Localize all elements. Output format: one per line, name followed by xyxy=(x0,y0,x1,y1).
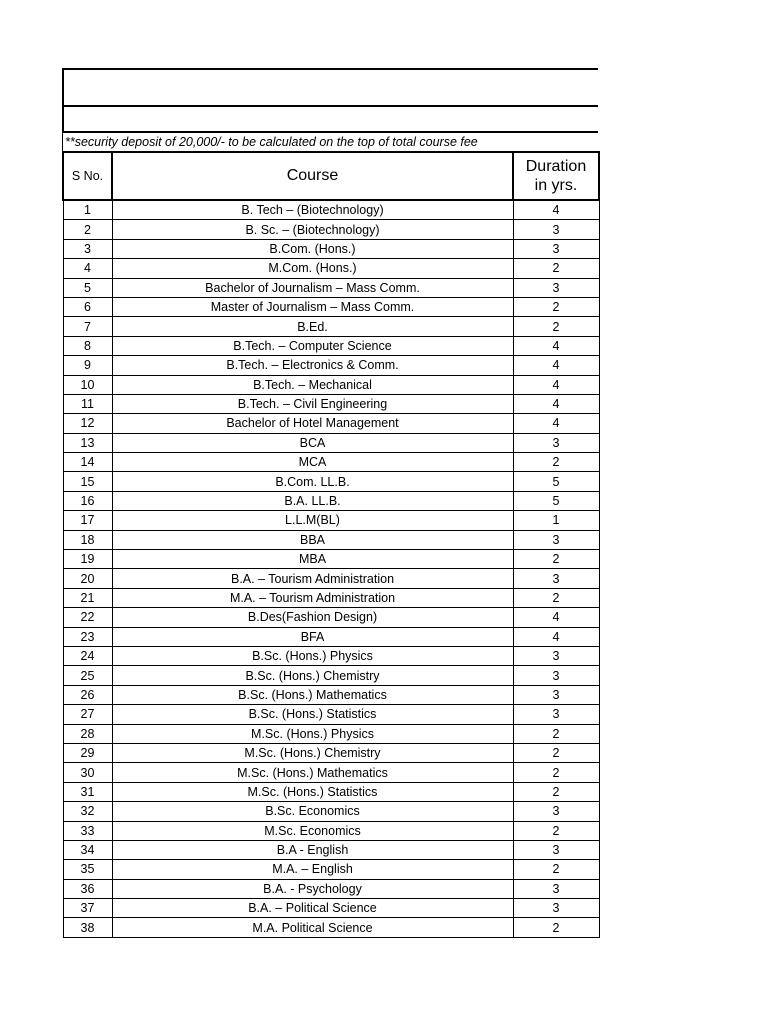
cell-sno: 25 xyxy=(63,666,112,685)
cell-duration: 3 xyxy=(513,879,599,898)
table-row xyxy=(63,491,599,510)
security-deposit-note: **security deposit of 20,000/- to be calculated on the top of total course fee xyxy=(62,133,598,151)
table-row xyxy=(63,394,599,413)
cell-duration: 4 xyxy=(513,200,599,220)
table-row xyxy=(63,860,599,879)
cell-duration: 2 xyxy=(513,918,599,937)
cell-duration: 2 xyxy=(513,763,599,782)
cell-duration: 2 xyxy=(513,860,599,879)
fee-sheet xyxy=(62,68,598,938)
cell-sno: 14 xyxy=(63,453,112,472)
cell-sno: 11 xyxy=(63,394,112,413)
table-row xyxy=(63,705,599,724)
cell-course: BFA xyxy=(112,627,513,646)
table-row xyxy=(63,375,599,394)
table-row xyxy=(63,472,599,491)
table-header-row xyxy=(63,152,599,200)
table-row xyxy=(63,743,599,762)
cell-sno: 18 xyxy=(63,530,112,549)
cell-duration: 3 xyxy=(513,530,599,549)
cell-sno: 30 xyxy=(63,763,112,782)
course-duration-table xyxy=(62,151,600,938)
cell-course: B.Des(Fashion Design) xyxy=(112,608,513,627)
cell-duration: 3 xyxy=(513,705,599,724)
cell-duration: 4 xyxy=(513,356,599,375)
sheet-header-title-cell xyxy=(62,68,598,107)
cell-sno: 37 xyxy=(63,899,112,918)
cell-duration: 2 xyxy=(513,588,599,607)
cell-sno: 10 xyxy=(63,375,112,394)
header-course: Course xyxy=(112,152,513,200)
cell-sno: 31 xyxy=(63,782,112,801)
cell-sno: 12 xyxy=(63,414,112,433)
cell-duration: 3 xyxy=(513,666,599,685)
table-row xyxy=(63,259,599,278)
table-row xyxy=(63,724,599,743)
cell-sno: 26 xyxy=(63,685,112,704)
cell-sno: 3 xyxy=(63,239,112,258)
cell-course: M.A. – English xyxy=(112,860,513,879)
table-row xyxy=(63,918,599,937)
table-row xyxy=(63,550,599,569)
cell-duration: 3 xyxy=(513,220,599,239)
cell-duration: 3 xyxy=(513,646,599,665)
cell-sno: 27 xyxy=(63,705,112,724)
cell-sno: 20 xyxy=(63,569,112,588)
cell-duration: 2 xyxy=(513,550,599,569)
cell-sno: 17 xyxy=(63,511,112,530)
cell-course: M.A. – Tourism Administration xyxy=(112,588,513,607)
cell-course: M.Com. (Hons.) xyxy=(112,259,513,278)
cell-duration: 1 xyxy=(513,511,599,530)
cell-course: BCA xyxy=(112,433,513,452)
cell-duration: 3 xyxy=(513,569,599,588)
cell-course: B.Sc. (Hons.) Chemistry xyxy=(112,666,513,685)
table-row xyxy=(63,336,599,355)
cell-course: M.Sc. (Hons.) Chemistry xyxy=(112,743,513,762)
cell-course: B.A. LL.B. xyxy=(112,491,513,510)
cell-course: M.Sc. (Hons.) Mathematics xyxy=(112,763,513,782)
cell-sno: 4 xyxy=(63,259,112,278)
cell-course: Master of Journalism – Mass Comm. xyxy=(112,297,513,316)
table-row xyxy=(63,666,599,685)
cell-course: M.Sc. (Hons.) Physics xyxy=(112,724,513,743)
cell-duration: 4 xyxy=(513,336,599,355)
table-row xyxy=(63,821,599,840)
cell-sno: 5 xyxy=(63,278,112,297)
table-row xyxy=(63,278,599,297)
cell-duration: 2 xyxy=(513,453,599,472)
cell-course: M.Sc. Economics xyxy=(112,821,513,840)
table-row xyxy=(63,685,599,704)
cell-sno: 9 xyxy=(63,356,112,375)
header-duration: Duration in yrs. xyxy=(513,152,599,200)
cell-sno: 1 xyxy=(63,200,112,220)
cell-course: M.A. Political Science xyxy=(112,918,513,937)
table-row xyxy=(63,879,599,898)
cell-duration: 2 xyxy=(513,821,599,840)
cell-duration: 2 xyxy=(513,743,599,762)
cell-sno: 6 xyxy=(63,297,112,316)
cell-duration: 3 xyxy=(513,685,599,704)
cell-course: Bachelor of Journalism – Mass Comm. xyxy=(112,278,513,297)
cell-course: B.A. - Psychology xyxy=(112,879,513,898)
cell-duration: 5 xyxy=(513,491,599,510)
cell-duration: 4 xyxy=(513,394,599,413)
table-row xyxy=(63,433,599,452)
cell-duration: 4 xyxy=(513,608,599,627)
cell-duration: 2 xyxy=(513,297,599,316)
table-row xyxy=(63,646,599,665)
cell-sno: 34 xyxy=(63,840,112,859)
sheet-header-subtitle-cell xyxy=(62,107,598,133)
cell-sno: 24 xyxy=(63,646,112,665)
cell-sno: 22 xyxy=(63,608,112,627)
cell-sno: 29 xyxy=(63,743,112,762)
cell-course: B.A - English xyxy=(112,840,513,859)
table-row xyxy=(63,511,599,530)
cell-sno: 8 xyxy=(63,336,112,355)
table-row xyxy=(63,220,599,239)
cell-course: Bachelor of Hotel Management xyxy=(112,414,513,433)
cell-sno: 33 xyxy=(63,821,112,840)
cell-duration: 3 xyxy=(513,433,599,452)
cell-course: B.A. – Political Science xyxy=(112,899,513,918)
cell-duration: 3 xyxy=(513,239,599,258)
cell-sno: 32 xyxy=(63,802,112,821)
cell-course: B. Sc. – (Biotechnology) xyxy=(112,220,513,239)
cell-course: M.Sc. (Hons.) Statistics xyxy=(112,782,513,801)
cell-course: L.L.M(BL) xyxy=(112,511,513,530)
cell-course: B.Com. (Hons.) xyxy=(112,239,513,258)
cell-sno: 23 xyxy=(63,627,112,646)
table-row xyxy=(63,200,599,220)
cell-sno: 35 xyxy=(63,860,112,879)
cell-duration: 4 xyxy=(513,627,599,646)
table-row xyxy=(63,608,599,627)
table-row xyxy=(63,297,599,316)
cell-course: B.Sc. Economics xyxy=(112,802,513,821)
cell-course: B. Tech – (Biotechnology) xyxy=(112,200,513,220)
cell-sno: 36 xyxy=(63,879,112,898)
cell-course: B.Tech. – Civil Engineering xyxy=(112,394,513,413)
cell-course: B.Tech. – Electronics & Comm. xyxy=(112,356,513,375)
cell-course: B.Sc. (Hons.) Statistics xyxy=(112,705,513,724)
cell-course: B.Tech. – Computer Science xyxy=(112,336,513,355)
cell-duration: 3 xyxy=(513,802,599,821)
cell-sno: 38 xyxy=(63,918,112,937)
table-row xyxy=(63,763,599,782)
cell-sno: 7 xyxy=(63,317,112,336)
cell-course: MCA xyxy=(112,453,513,472)
cell-sno: 16 xyxy=(63,491,112,510)
table-row xyxy=(63,782,599,801)
cell-course: B.Sc. (Hons.) Physics xyxy=(112,646,513,665)
cell-course: B.Com. LL.B. xyxy=(112,472,513,491)
cell-duration: 2 xyxy=(513,317,599,336)
table-row xyxy=(63,588,599,607)
table-row xyxy=(63,627,599,646)
cell-sno: 28 xyxy=(63,724,112,743)
table-row xyxy=(63,530,599,549)
cell-sno: 2 xyxy=(63,220,112,239)
cell-duration: 2 xyxy=(513,782,599,801)
table-row xyxy=(63,453,599,472)
cell-duration: 2 xyxy=(513,724,599,743)
table-row xyxy=(63,802,599,821)
cell-sno: 19 xyxy=(63,550,112,569)
cell-sno: 15 xyxy=(63,472,112,491)
cell-course: B.A. – Tourism Administration xyxy=(112,569,513,588)
cell-duration: 3 xyxy=(513,899,599,918)
cell-duration: 4 xyxy=(513,375,599,394)
table-row xyxy=(63,840,599,859)
cell-course: BBA xyxy=(112,530,513,549)
cell-duration: 3 xyxy=(513,840,599,859)
cell-duration: 5 xyxy=(513,472,599,491)
cell-course: B.Sc. (Hons.) Mathematics xyxy=(112,685,513,704)
cell-course: MBA xyxy=(112,550,513,569)
cell-duration: 4 xyxy=(513,414,599,433)
table-row xyxy=(63,414,599,433)
header-sno: S No. xyxy=(63,152,112,200)
table-row xyxy=(63,356,599,375)
cell-sno: 13 xyxy=(63,433,112,452)
table-row xyxy=(63,569,599,588)
table-row xyxy=(63,317,599,336)
cell-course: B.Ed. xyxy=(112,317,513,336)
cell-course: B.Tech. – Mechanical xyxy=(112,375,513,394)
table-row xyxy=(63,239,599,258)
cell-duration: 3 xyxy=(513,278,599,297)
table-body xyxy=(63,200,599,937)
cell-duration: 2 xyxy=(513,259,599,278)
cell-sno: 21 xyxy=(63,588,112,607)
table-row xyxy=(63,899,599,918)
